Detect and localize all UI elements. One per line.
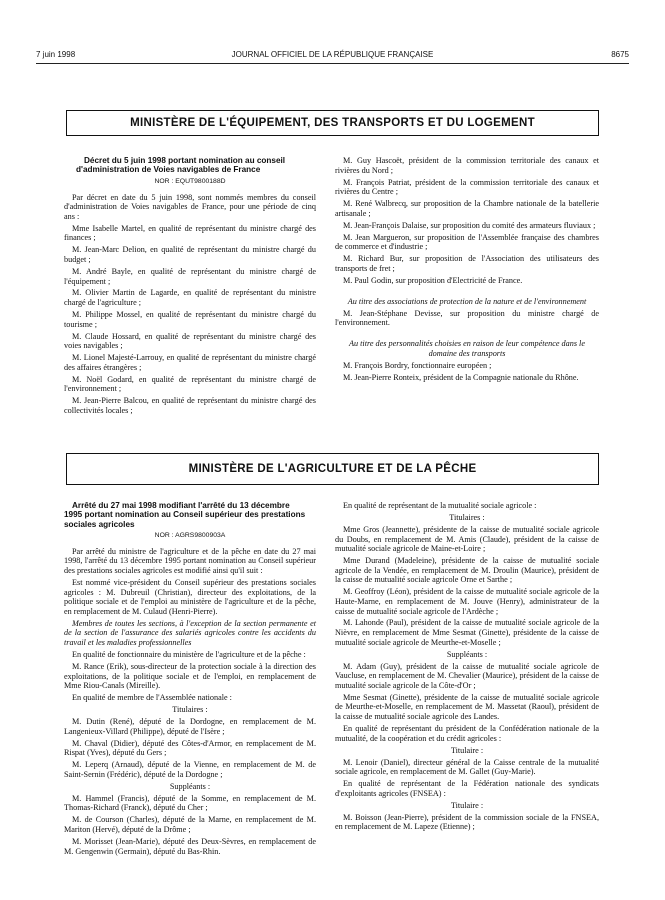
paragraph: M. René Walbrecq, sur proposition de la Chambre nationale de la batellerie artisanale ; [335, 199, 599, 218]
page-number: 8675 [611, 50, 629, 59]
paragraph: En qualité de représentant du président de la Confédération nationale de la mutualité, de la coopération et du crédit agricoles : [335, 723, 599, 743]
paragraph: M. Adam (Guy), président de la caisse de mutualité sociale agricole de Vaucluse, en remplacement de M. Chevalier (Maurice), président de la caisse de mutualité sociale agricole de la Côte-d'Or ; [335, 661, 599, 690]
heading-personnalites: Au titre des personnalités choisies en raison de leur compétence dans le domaine des transports [349, 339, 585, 359]
subheading: Titulaires : [449, 512, 485, 522]
paragraph: M. Boisson (Jean-Pierre), président de la commission sociale de la FNSEA, en remplacement de M. Lapeze (Etienne) ; [335, 812, 599, 832]
paragraph: M. Lenoir (Daniel), directeur général de la Caisse centrale de la mutualité sociale agricole, en remplacement de M. Gallet (Guy-Marie). [335, 757, 599, 777]
paragraph: En qualité de représentant de la mutualité sociale agricole : [343, 501, 537, 510]
paragraph: M. Noël Godard, en qualité de représentant du ministre chargé de l'environnement ; [64, 374, 316, 394]
paragraph: Par décret en date du 5 juin 1998, sont nommés membres du conseil d'administration de Voies navigables de France, pour une période de cinq ans : [64, 192, 316, 221]
paragraph: Mme Sesmat (Ginette), présidente de la caisse de mutualité sociale agricole de Meurthe-et-Moselle, en remplacement de M. Massetat (Raoul), président de la caisse de mutualité sociale agricole des Landes. [335, 692, 599, 721]
subheading: Titulaire : [450, 745, 484, 755]
paragraph: M. François Bordry, fonctionnaire européen ; [343, 361, 492, 370]
decree-title: Décret du 5 juin 1998 portant nomination au conseil d'administration de Voies navigables de France [76, 156, 286, 175]
paragraph: M. Paul Godin, sur proposition d'Electricité de France. [343, 275, 523, 285]
arrete-column-right [335, 501, 599, 834]
nomination-assoc: M. Jean-Stéphane Devisse, sur proposition du ministre chargé de l'environnement. [335, 308, 599, 328]
nominations-personnalites [335, 361, 599, 383]
arrete-nor: NOR : AGRS9800903A [154, 532, 226, 540]
paragraph: M. Jean Margueron, sur proposition de l'Assemblée française des chambres de commerce et d'industrie ; [335, 232, 599, 252]
paragraph: M. Lahonde (Paul), président de la caisse de mutualité sociale agricole de la Nièvre, en remplacement de Mme Sesmat (Ginette), présidente de la caisse de mutualité sociale agricole de Meurthe-et-Moselle ; [335, 618, 599, 647]
issue-date: 7 juin 1998 [36, 50, 76, 59]
decree-column-left [64, 156, 316, 418]
paragraph: M. André Bayle, en qualité de représentant du ministre chargé de l'équipement ; [64, 266, 316, 286]
paragraph: En qualité de membre de l'Assemblée nationale : [72, 693, 232, 703]
paragraph: En qualité de représentant de la Fédération nationale des syndicats d'exploitants agricoles (FNSEA) : [335, 779, 599, 798]
paragraph: Par arrêté du ministre de l'agriculture et de la pêche en date du 27 mai 1998, l'arrêté du 13 décembre 1995 portant nomination au Conseil supérieur des prestations sociales agricoles est modifié ainsi qu'il suit : [64, 546, 316, 576]
paragraph: M. Olivier Martin de Lagarde, en qualité de représentant du ministre chargé de l'agriculture ; [64, 288, 316, 308]
paragraph: M. Guy Hascoët, président de la commission territoriale des canaux et rivières du Nord ; [335, 156, 599, 175]
arrete-column-left [64, 501, 316, 859]
page-header [36, 50, 629, 64]
subheading: Suppléants : [169, 781, 211, 791]
paragraph: Est nommé vice-président du Conseil supérieur des prestations sociales agricoles : M. Dubreuil (Christian), directeur des exploitations, de la politique sociale et de l'emploi au ministère de l'agriculture et de la pêche, en remplacement de M. Culaud (Henri-Pierre). [64, 578, 316, 616]
paragraph: M. Jean-François Dalaise, sur proposition du comité des armateurs fluviaux ; [343, 220, 596, 230]
decree-nominations-left [64, 193, 316, 416]
paragraph: M. Jean-Pierre Ronteix, président de la Compagnie nationale du Rhône. [343, 372, 579, 382]
paragraph: M. Claude Hossard, en qualité de représentant du ministre chargé des voies navigables ; [64, 331, 316, 351]
paragraph: M. Geoffroy (Léon), président de la caisse de mutualité sociale agricole de la Haute-Marne, en remplacement de M. Jouve (Henry), administrateur de la caisse de mutualité sociale agricole de l'Ardèche ; [335, 587, 599, 616]
paragraph: M. François Patriat, président de la commission territoriale des canaux et rivières du Centre ; [335, 177, 599, 197]
paragraph: M. Lionel Majesté-Larrouy, en qualité de représentant du ministre chargé des affaires étrangères ; [64, 353, 316, 372]
paragraph: En qualité de fonctionnaire du ministère de l'agriculture et de la pêche : [72, 649, 306, 659]
paragraph: M. Jean-Pierre Balcou, en qualité de représentant du ministre chargé des collectivités locales ; [64, 396, 316, 415]
paragraph: M. Leperq (Arnaud), député de la Vienne, en remplacement de M. de Saint-Sernin (Frédéric), député de la Dordogne ; [64, 760, 316, 779]
subheading: Titulaires : [172, 705, 208, 715]
header-rule [36, 63, 629, 64]
ministry-banner-agriculture: MINISTÈRE DE L'AGRICULTURE ET DE LA PÊCHE [66, 453, 599, 485]
paragraph: Mme Isabelle Martel, en qualité de représentant du ministre chargé des finances ; [64, 223, 316, 243]
paragraph: M. Richard Bur, sur proposition de l'Association des utilisateurs des transports de fret ; [335, 254, 599, 273]
decree-column-right [335, 156, 599, 385]
paragraph: M. Rance (Erik), sous-directeur de la protection sociale à la direction des exploitations, de la politique sociale et de l'emploi, en remplacement de Mme Riou-Canals (Mireille). [64, 661, 316, 691]
paragraph: Mme Gros (Jeannette), présidente de la caisse de mutualité sociale agricole du Doubs, en remplacement de M. Amis (Claude), président de la caisse de mutualité sociale agricole de Maine-et-Loire ; [335, 524, 599, 554]
subheading: Titulaire : [450, 800, 484, 810]
paragraph: M. de Courson (Charles), député de la Marne, en remplacement de M. Mariton (Hervé), député de la Drôme ; [64, 815, 316, 834]
arrete-text-left [64, 547, 316, 856]
heading-associations: Au titre des associations de protection de la nature et de l'environnement [347, 296, 587, 306]
section-heading: Membres de toutes les sections, à l'exception de la section permanente et de la section de l'assurance des salariés agricoles contre les accidents du travail et les maladies professionnelles [64, 618, 316, 647]
paragraph: Mme Durand (Madeleine), présidente de la caisse de mutualité sociale agricole de la Vendée, en remplacement de M. Droulin (Maurice), président de la caisse de mutualité sociale agricole Orne et Sarthe ; [335, 556, 599, 585]
ministry-banner-equipement: MINISTÈRE DE L'ÉQUIPEMENT, DES TRANSPORTS ET DU LOGEMENT [66, 110, 599, 136]
paragraph: M. Chaval (Didier), député des Côtes-d'Armor, en remplacement de M. Rispat (Yves), député du Gers ; [64, 738, 316, 758]
paragraph: M. Jean-Marc Delion, en qualité de représentant du ministre chargé du budget ; [64, 245, 316, 264]
paragraph: M. Morisset (Jean-Marie), député des Deux-Sèvres, en remplacement de M. Gengenwin (Germain), député du Bas-Rhin. [64, 836, 316, 856]
decree-nominations-right [335, 156, 599, 285]
paragraph: M. Hammel (Francis), député de la Somme, en remplacement de M. Thomas-Richard (Franck), député du Cher ; [64, 793, 316, 813]
journal-title: JOURNAL OFFICIEL DE LA RÉPUBLIQUE FRANÇAISE [231, 50, 434, 59]
arrete-title: Arrêté du 27 mai 1998 modifiant l'arrêté du 13 décembre 1995 portant nomination au Conseil supérieur des prestations sociales agricoles [64, 501, 306, 529]
subheading: Suppléants : [446, 649, 488, 659]
paragraph: M. Philippe Mossel, en qualité de représentant du ministre chargé du tourisme ; [64, 310, 316, 329]
paragraph: M. Dutin (René), député de la Dordogne, en remplacement de M. Langenieux-Villard (Philippe), député de l'Isère ; [64, 717, 316, 736]
arrete-text-right [335, 501, 599, 832]
decree-nor: NOR : EQUT9800188D [154, 177, 226, 185]
